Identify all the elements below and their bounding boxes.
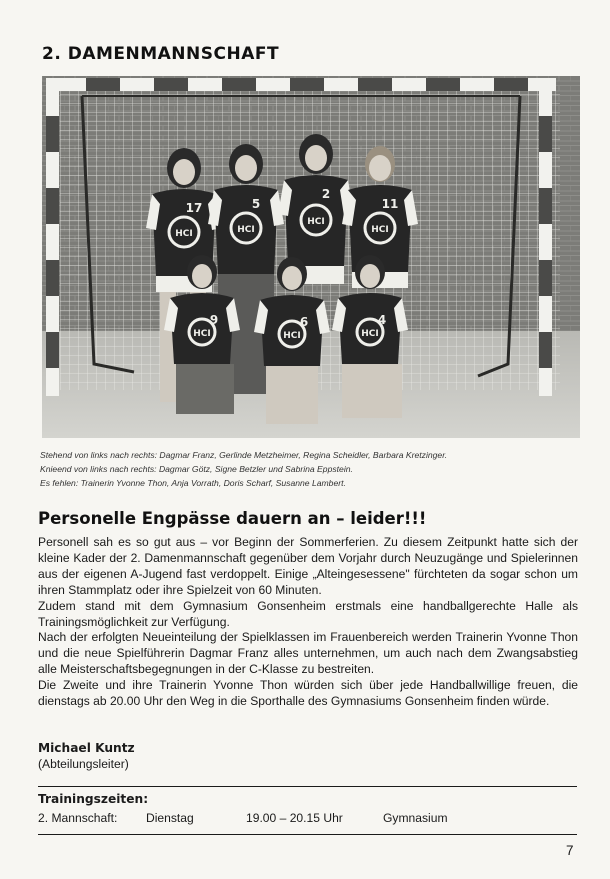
jersey-logo: HCI — [371, 225, 389, 235]
author-role: (Abteilungsleiter) — [38, 757, 129, 771]
jersey-number: 2 — [321, 187, 331, 201]
team-photo — [42, 76, 580, 438]
training-team: 2. Mannschaft: — [38, 811, 118, 825]
divider-top — [38, 786, 577, 787]
photo-captions — [40, 448, 585, 490]
article-paragraph: Nach der erfolgten Neueinteilung der Spielklassen im Frauenbereich werden Trainerin Yvonne Thon und die neue Spielführerin Dagmar Franz alles unternehmen, um auch nach dem Zwangsabstieg alle Meisterschaftsbegegnungen in der C-Klasse zu bestreiten. — [38, 630, 578, 677]
author-block — [38, 740, 338, 772]
jersey-logo: HCI — [193, 329, 211, 339]
training-place: Gymnasium — [383, 811, 448, 825]
jersey-number: 6 — [299, 315, 309, 329]
caption-missing: Es fehlen: Trainerin Yvonne Thon, Anja Vorrath, Doris Scharf, Susanne Lambert. — [40, 478, 346, 488]
article-headline: Personelle Engpässe dauern an – leider!!! — [38, 509, 427, 528]
caption-kneeling: Knieend von links nach rechts: Dagmar Götz, Signe Betzler und Sabrina Eppstein. — [40, 464, 353, 474]
jersey-number: 4 — [377, 313, 387, 327]
jersey-logo: HCI — [237, 225, 255, 235]
article-paragraph: Die Zweite und ihre Trainerin Yvonne Thon würden sich über jede Handballwillige freuen, die dienstags ab 20.00 Uhr den Weg in die Sporthalle des Gymnasiums Gonsenheim finden würde. — [38, 678, 578, 709]
training-time: 19.00 – 20.15 Uhr — [246, 811, 343, 825]
section-title: 2. DAMENMANNSCHAFT — [42, 44, 280, 64]
article-body — [38, 535, 578, 710]
jersey-logo: HCI — [307, 217, 325, 227]
jersey-number: 17 — [185, 201, 203, 215]
jersey-logo: HCI — [283, 331, 301, 341]
author-name: Michael Kuntz — [38, 741, 135, 755]
page-number: 7 — [566, 843, 574, 858]
jersey-number: 9 — [209, 313, 219, 327]
jersey-logo: HCI — [361, 329, 379, 339]
training-day: Dienstag — [146, 811, 194, 825]
jersey-number: 5 — [251, 197, 261, 211]
caption-standing: Stehend von links nach rechts: Dagmar Franz, Gerlinde Metzheimer, Regina Scheidler, Barbara Kretzinger. — [40, 450, 448, 460]
article-paragraph: Zudem stand mit dem Gymnasium Gonsenheim erstmals eine handballgerechte Halle als Trainingsmöglichkeit zur Verfügung. — [38, 598, 578, 629]
article-paragraph: Personell sah es so gut aus – vor Beginn der Sommerferien. Zu diesem Zeitpunkt hatte sich der kleine Kader der 2. Damenmannschaft gegenüber dem Vorjahr durch Neuzugänge und Spielerinnen aus der eigenen A-Jugend fast verdoppelt. Einige „Alteingesessene" fürchteten da sogar schon um ihren Stammplatz oder ihre Spielzeit von 60 Minuten. — [38, 535, 578, 597]
jersey-number: 11 — [381, 197, 399, 211]
training-title: Trainingszeiten: — [38, 792, 149, 806]
training-row — [38, 811, 578, 827]
divider-bottom — [38, 834, 577, 835]
goal-crossbar — [46, 78, 556, 91]
jersey-logo: HCI — [175, 229, 193, 239]
